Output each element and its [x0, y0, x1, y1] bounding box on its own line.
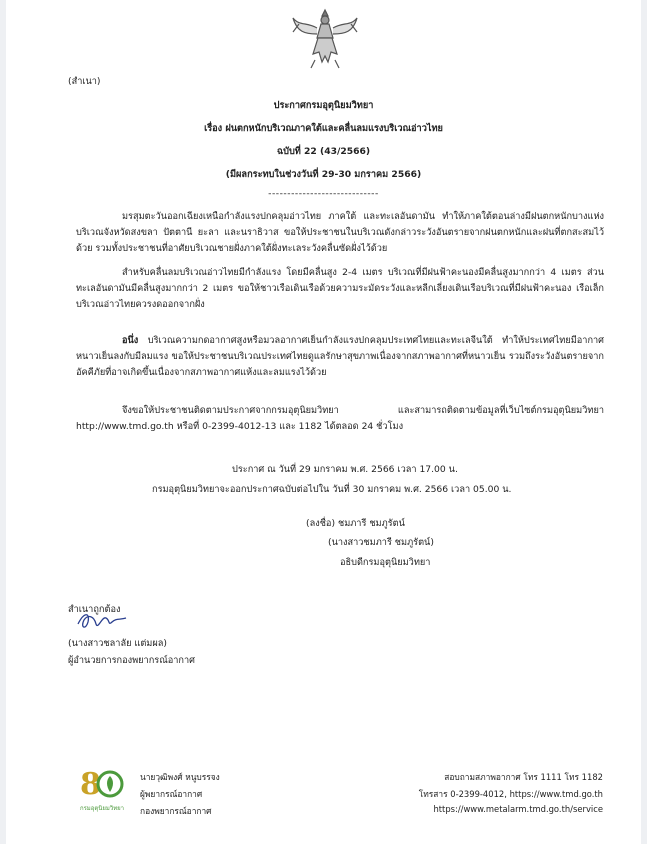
paragraph-1: มรสุมตะวันออกเฉียงเหนือกำลังแรงปกคลุมอ่าวไทย ภาคใต้ และทะเลอันดามัน ทำให้ภาคใต้ตอนล่างมีฝนตกหนักบางแห่งบริเวณจังหวัดสงขลา ปัตตานี ยะลา และนราธิวาส ขอให้ประชาชนในบริเวณดังกล่าวระวังอันตรายจากฝนตกหนักและฝนที่ตกสะสมไว้ด้วย รวมทั้งประชาชนที่อาศัยบริเวณชายฝั่งภาคใต้ฝั่งทะเลระวังคลื่นซัดฝั่งไว้ด้วย [76, 211, 604, 254]
footer-right-1: สอบถามสภาพอากาศ โทร 1111 โทร 1182 [444, 772, 603, 782]
signer-full-name: (นางสาวชมภารี ชมภูรัตน์) [328, 537, 434, 548]
garuda-emblem-icon [289, 4, 361, 70]
next-issue-note: กรมอุตุนิยมวิทยาจะออกประกาศฉบับต่อไปใน วันที่ 30 มกราคม พ.ศ. 2566 เวลา 05.00 น. [152, 484, 512, 495]
certifier-position: ผู้อำนวยการกองพยากรณ์อากาศ [68, 655, 195, 666]
svg-text:8: 8 [80, 767, 101, 802]
paragraph-4: จึงขอให้ประชาชนติดตามประกาศจากกรมอุตุนิยมวิทยา และสามารถติดตามข้อมูลที่เว็บไซต์กรมอุตุนิยมวิทยา http://www.tmd.go.th หรือที่ 0-2399-4012-13 และ 1182 ได้ตลอด 24 ชั่วโมง [76, 405, 604, 432]
paragraph-2: สำหรับคลื่นลมบริเวณอ่าวไทยมีกำลังแรง โดยมีคลื่นสูง 2-4 เมตร บริเวณที่มีฝนฟ้าคะนองมีคลื่นสูงมากกว่า 4 เมตร ส่วนทะเลอันดามันมีคลื่นสูงมากกว่า 2 เมตร ขอให้ชาวเรือเดินเรือด้วยความระมัดระวังและหลีกเลี่ยงเดินเรือบริเวณที่มีฝนฟ้าคะนอง เรือเล็กบริเวณอ่าวไทยควรงดออกจากฝั่ง [76, 267, 604, 310]
announced-date: ประกาศ ณ วันที่ 29 มกราคม พ.ศ. 2566 เวลา 17.00 น. [232, 464, 458, 475]
certifier-name: (นางสาวชลาลัย แต่มผล) [68, 638, 167, 649]
announcement-title: ประกาศกรมอุตุนิยมวิทยา [273, 100, 374, 111]
footer-right-2: โทรสาร 0-2399-4012, https://www.tmd.go.th [418, 789, 603, 799]
footer-left-3: กองพยากรณ์อากาศ [140, 806, 212, 816]
effective-period: (มีผลกระทบในช่วงวันที่ 29-30 มกราคม 2566) [225, 169, 422, 180]
logo-caption: กรมอุตุนิยมวิทยา [79, 805, 125, 812]
paragraph-3: อนึ่ง บริเวณความกดอากาศสูงหรือมวลอากาศเย็นกำลังแรงปกคลุมประเทศไทยและทะเลจีนใต้ ทำให้ประเทศไทยมีอากาศหนาวเย็นลงกับมีลมแรง ขอให้ประชาชนบริเวณประเทศไทยดูแลรักษาสุขภาพเนื่องจากสภาพอากาศที่หนาวเย็น รวมถึงระวังอันตรายจากอัคคีภัยที่อาจเกิดขึ้นเนื่องจากสภาพอากาศแห้งและลมแรงไว้ด้วย [76, 335, 604, 378]
document-page [6, 0, 641, 844]
divider: ----------------------------- [268, 188, 379, 199]
footer-right-3[interactable]: https://www.metalarm.tmd.go.th/service [433, 804, 603, 814]
signed-line: (ลงชื่อ) ชมภารี ชมภูรัตน์ [306, 518, 405, 529]
certified-label: สำเนาถูกต้อง [68, 604, 121, 615]
handwritten-signature-icon [76, 606, 136, 634]
tmd-80-years-logo-icon [74, 764, 130, 812]
footer-left-2: ผู้พยากรณ์อากาศ [140, 789, 203, 799]
signer-position: อธิบดีกรมอุตุนิยมวิทยา [340, 557, 431, 568]
issue-number: ฉบับที่ 22 (43/2566) [276, 146, 371, 157]
copy-mark: (สำเนา) [68, 76, 101, 87]
announcement-subject: เรื่อง ฝนตกหนักบริเวณภาคใต้และคลื่นลมแรงบริเวณอ่าวไทย [204, 123, 443, 134]
footer-left-1: นายวุฒิพงศ์ หนูบรรจง [140, 772, 220, 782]
